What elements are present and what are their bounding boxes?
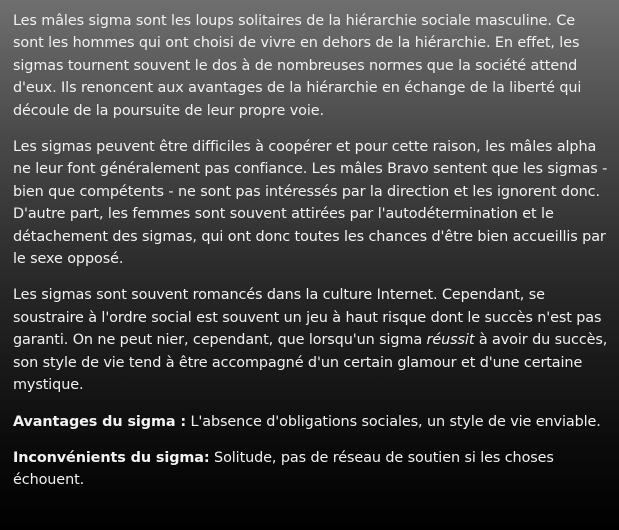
paragraph-text-start: Les sigmas sont souvent romancés dans la culture Internet. Cependant, se soustraire à l'ordre social est souvent un jeu à haut risque dont le succès n'est pas garanti. On ne peut nier, cependant, que lorsqu'un sigma [13,287,602,349]
emphasis-word: réussit [426,332,475,349]
paragraph-sigma-definition: Les mâles sigma sont les loups solitaires de la hiérarchie sociale masculine. Ce sont les hommes qui ont choisi de vivre en dehors de la hiérarchie. En effet, les sigmas tournent souvent le dos à de nombreuses normes que la société attend d'eux. Ils renoncent aux avantages de la hiérarchie en échange de la liberté qui découle de la poursuite de leur propre voie. [13,13,582,119]
disadvantages-text: Solitude, pas de réseau de soutien si les choses échouent. [13,449,554,489]
paragraph-advantages [13,411,609,433]
paragraph-disadvantages [13,447,609,492]
paragraph-sigma-culture [13,284,609,396]
paragraph-sigma-relations: Les sigmas peuvent être difficiles à coopérer et pour cette raison, les mâles alpha ne leur font généralement pas confiance. Les mâles Bravo sentent que les sigmas - bien que compétents - ne sont pas intéressés par la direction et les ignorent donc. D'autre part, les femmes sont souvent attirées par l'autodétermination et le détachement des sigmas, qui ont donc toutes les chances d'être bien accueillis par le sexe opposé. [13,139,608,268]
paragraph-text-end: à avoir du succès, son style de vie tend à être accompagné d'un certain glamour et d'une certaine mystique. [13,332,608,394]
disadvantages-label: Inconvénients du sigma: [13,449,210,466]
advantages-label: Avantages du sigma : [13,413,187,430]
advantages-text: L'absence d'obligations sociales, un style de vie enviable. [186,413,601,430]
